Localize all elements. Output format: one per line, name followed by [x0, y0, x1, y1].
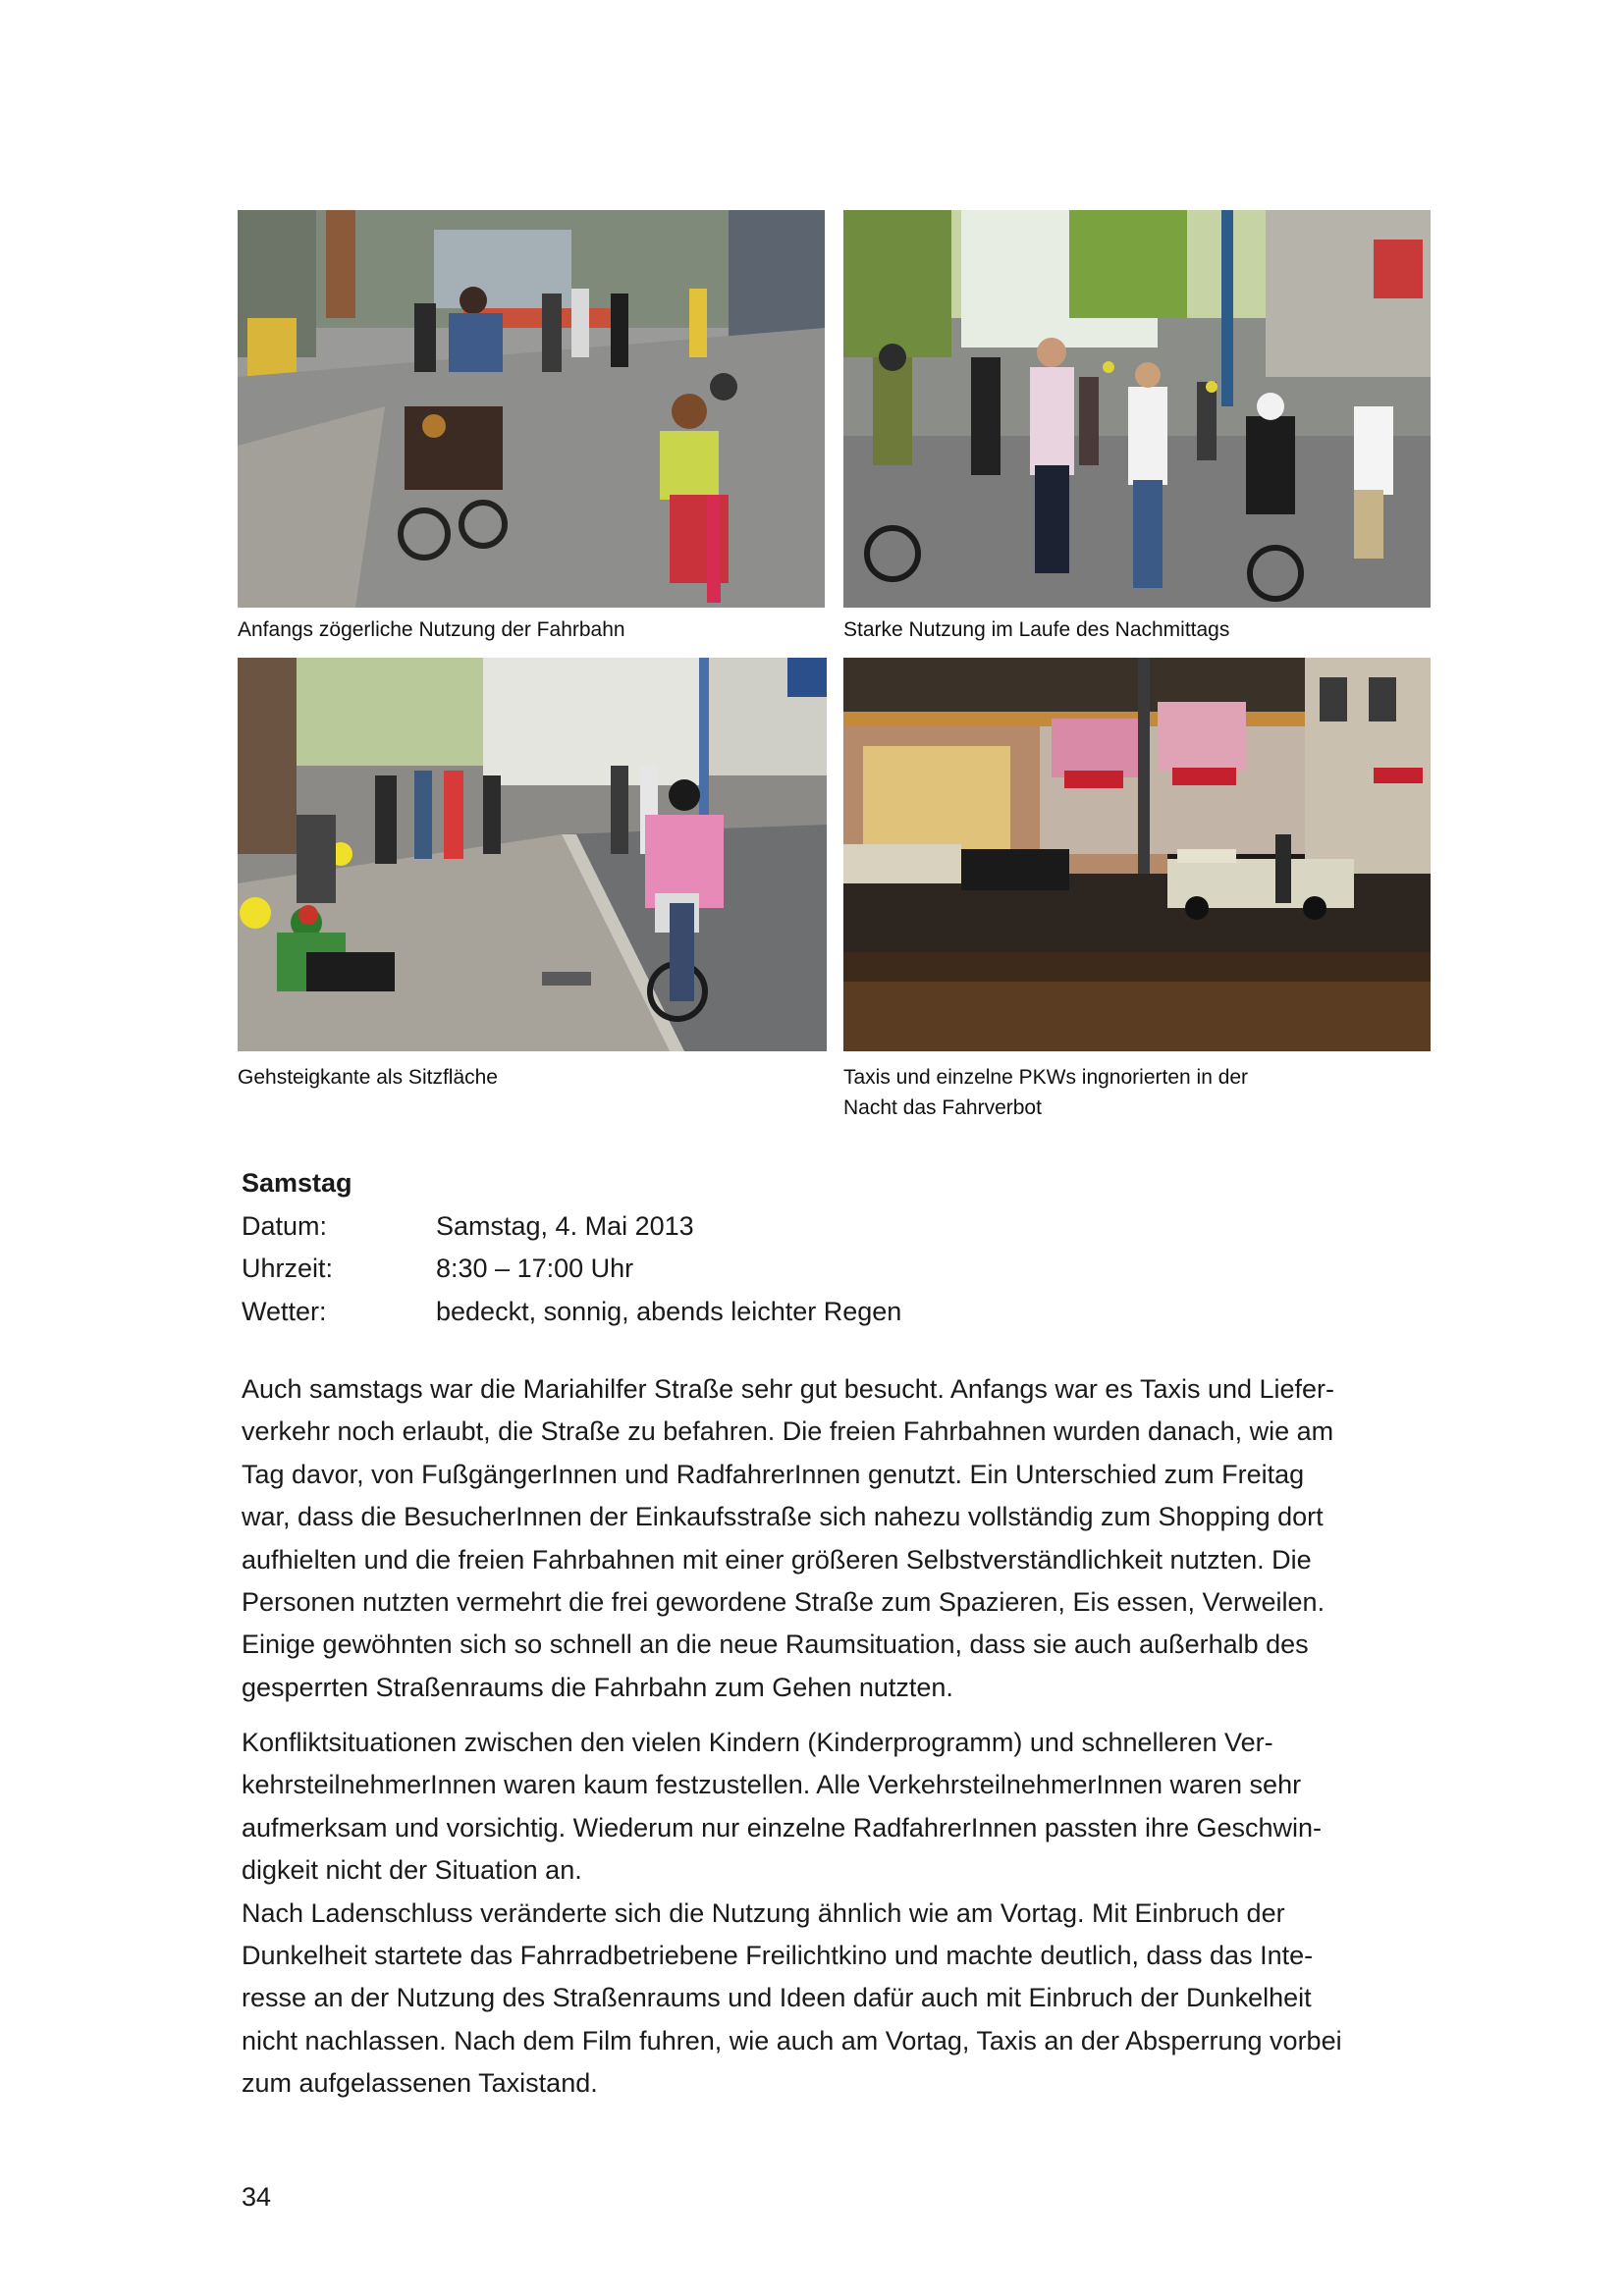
paragraph-line: verkehr noch erlaubt, die Straße zu befahren. Die freien Fahrbahnen wurden danach, wie am — [242, 1416, 1334, 1447]
paragraph-line: kehrsteilnehmerInnen waren kaum festzustellen. Alle VerkehrsteilnehmerInnen waren sehr — [242, 1770, 1302, 1800]
weather-row — [242, 1291, 901, 1334]
photo3-caption: Gehsteigkante als Sitzfläche — [238, 1066, 498, 1089]
photo-crowded-street-afternoon — [843, 210, 1431, 608]
paragraph-line: aufhielten und die freien Fahrbahnen mit einer größeren Selbstverständlichkeit nutzten. Die — [242, 1544, 1312, 1575]
photo4-caption-line1: Taxis und einzelne PKWs ingnorierten in der — [843, 1066, 1249, 1089]
paragraph-line: resse an der Nutzung des Straßenraums und Ideen dafür auch mit Einbruch der Dunkelheit — [242, 1983, 1312, 2013]
paragraph-line: Tag davor, von FußgängerInnen und RadfahrerInnen genutzt. Ein Unterschied zum Freitag — [242, 1459, 1305, 1489]
paragraph-line: aufmerksam und vorsichtig. Wiederum nur einzelne RadfahrerInnen passten ihre Geschwin- — [242, 1812, 1323, 1842]
time-value: 8:30 – 17:00 Uhr — [436, 1254, 634, 1283]
day-info — [242, 1162, 901, 1333]
paragraph-line: Dunkelheit startete das Fahrradbetriebene Freilichtkino und machte deutlich, dass das Inte- — [242, 1941, 1314, 1971]
date-value: Samstag, 4. Mai 2013 — [436, 1210, 694, 1241]
paragraph-line: digkeit nicht der Situation an. — [242, 1855, 582, 1886]
weather-value: bedeckt, sonnig, abends leichter Regen — [436, 1296, 902, 1326]
photo-sidewalk-curb-seating — [238, 658, 827, 1051]
time-row — [242, 1248, 901, 1291]
paragraph-line: Einige gewöhnten sich so schnell an die neue Raumsituation, dass sie auch außerhalb des — [242, 1629, 1309, 1660]
paragraph-line: zum aufgelassenen Taxistand. — [242, 2068, 598, 2099]
section-heading: Samstag — [242, 1168, 352, 1198]
photo2-caption: Starke Nutzung im Laufe des Nachmittags — [843, 618, 1230, 641]
paragraph-2 — [242, 1722, 1390, 2106]
photo-cargo-bike-street — [238, 210, 825, 608]
paragraph-line: nicht nachlassen. Nach dem Film fuhren, wie auch am Vortag, Taxis an der Absperrung vorbei — [242, 2025, 1342, 2056]
photo4-caption — [843, 1062, 1248, 1123]
photo-night-taxis — [843, 658, 1431, 1051]
page-number: 34 — [242, 2182, 272, 2212]
weather-label: Wetter: — [242, 1296, 327, 1326]
date-row — [242, 1205, 901, 1249]
photo1-caption: Anfangs zögerliche Nutzung der Fahrbahn — [238, 618, 625, 641]
paragraph-line: Nach Ladenschluss veränderte sich die Nutzung ähnlich wie am Vortag. Mit Einbruch der — [242, 1897, 1285, 1928]
time-label: Uhrzeit: — [242, 1254, 334, 1283]
paragraph-line: war, dass die BesucherInnen der Einkaufsstraße sich nahezu vollständig zum Shopping dort — [242, 1502, 1324, 1532]
paragraph-line: gesperrten Straßenraums die Fahrbahn zum Gehen nutzten. — [242, 1672, 953, 1702]
paragraph-line: Konfliktsituationen zwischen den vielen Kindern (Kinderprogramm) und schnelleren Ver- — [242, 1728, 1273, 1757]
paragraph-line: Auch samstags war die Mariahilfer Straße sehr gut besucht. Anfangs war es Taxis und Liefer- — [242, 1374, 1335, 1404]
photo4-caption-line2: Nacht das Fahrverbot — [843, 1096, 1042, 1119]
paragraph-1 — [242, 1368, 1390, 1709]
paragraph-line: Personen nutzten vermehrt die frei gewordene Straße zum Spazieren, Eis essen, Verweilen. — [242, 1587, 1325, 1618]
date-label: Datum: — [242, 1210, 328, 1241]
